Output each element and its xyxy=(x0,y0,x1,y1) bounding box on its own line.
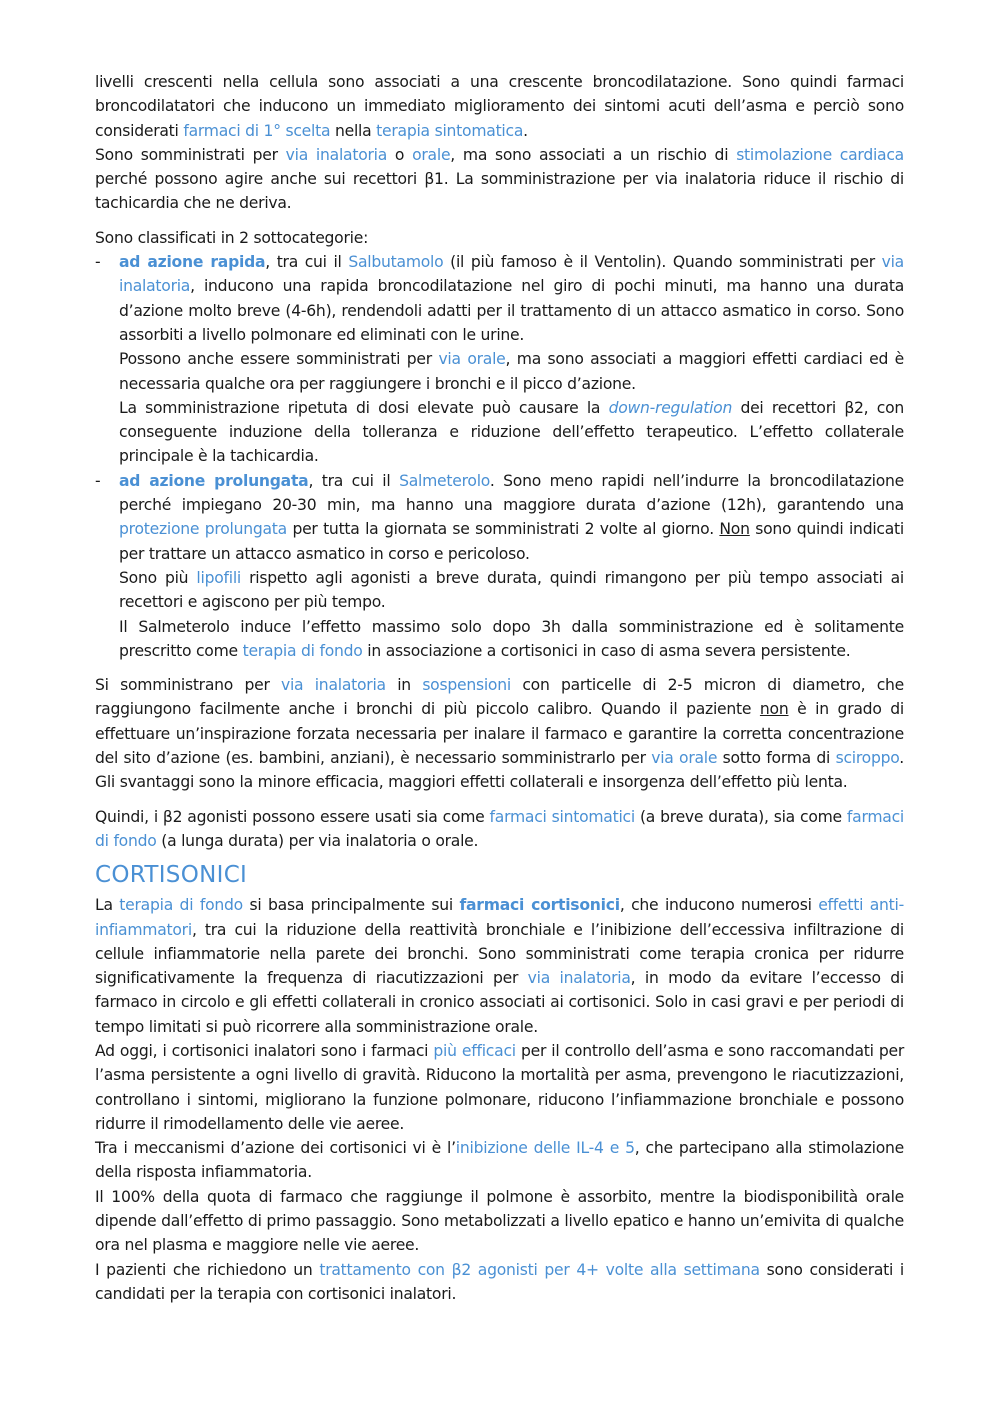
list-text xyxy=(119,250,904,347)
highlight-term: via inalatoria xyxy=(527,969,631,988)
bold-highlight-term: farmaci cortisonici xyxy=(459,896,620,915)
highlight-term: orale xyxy=(412,145,451,164)
text: , tra cui la riduzione della reattività bronchiale e l’inibizione dell’eccessiva infiltrazione di cellule infiammatorie nella parete dei bronchi. Sono somministrati come terapia cronica per ridurre significativamente la frequenza di riacutizzazioni per xyxy=(95,920,904,988)
text: nella xyxy=(330,121,377,140)
text: , in modo da evitare l’eccesso di farmaco in circolo e gli effetti collaterali in cronico associati ai cortisonici. Solo in casi gravi e per periodi di tempo limitati si può ricorrere alla somministrazione orale. xyxy=(95,969,905,1036)
text: (a breve durata), sia come xyxy=(634,807,847,826)
text: si basa principalmente sui xyxy=(242,896,460,915)
text: , tra cui il xyxy=(265,253,349,272)
highlight-term: via inalatoria xyxy=(285,145,388,164)
highlight-term: stimolazione cardiaca xyxy=(736,145,904,164)
highlight-term: lipofili xyxy=(196,568,242,587)
text: La somministrazione ripetuta di dosi elevate può causare la xyxy=(119,398,609,417)
text: La xyxy=(95,896,120,915)
subcategory-list xyxy=(95,250,904,663)
list-item-rapid xyxy=(95,250,904,469)
highlight-term: Salmeterolo xyxy=(399,471,490,490)
text: in xyxy=(385,676,423,695)
text: , tra cui il xyxy=(308,471,400,490)
text: Ad oggi, i cortisonici inalatori sono i farmaci xyxy=(95,1041,434,1060)
text: (a lunga durata) per via inalatoria o orale. xyxy=(156,831,479,850)
paragraph-summary xyxy=(95,805,904,854)
highlight-term: farmaci di 1° scelta xyxy=(183,121,331,140)
text: sono quindi indicati per trattare un attacco asmatico in corso e pericoloso. xyxy=(119,520,904,563)
text: Il Salmeterolo induce l’effetto massimo solo dopo 3h dalla somministrazione ed è solitamente prescritto come xyxy=(119,617,904,660)
paragraph-classification xyxy=(95,226,904,250)
text: (il più famoso è il Ventolin). Quando somministrati per xyxy=(443,253,882,272)
text: , che partecipano alla stimolazione della risposta infiammatoria. xyxy=(95,1139,904,1182)
highlight-term: sospensioni xyxy=(422,676,511,695)
paragraph-suspensions xyxy=(95,673,904,794)
document-page xyxy=(95,70,904,1306)
list-text xyxy=(119,347,904,396)
text: con particelle di 2-5 micron di diametro, che raggiungono facilmente anche i bronchi di più piccolo calibro. Quando il paziente xyxy=(95,676,904,719)
text: per il controllo dell’asma e sono raccomandati per l’asma persistente a ogni livello di gravità. Riducono la mortalità per asma, prevengono le riacutizzazioni, controllano i sintomi, migliorano la funzione polmonare, riducono l’infiammazione bronchiale e possono ridurre il rimodellamento delle vie aeree. xyxy=(95,1041,904,1133)
list-text xyxy=(119,566,904,615)
text: . xyxy=(523,121,528,140)
highlight-term: terapia di fondo xyxy=(242,641,363,660)
paragraph-cortisonici-intro xyxy=(95,893,904,1039)
text: , che inducono numerosi xyxy=(619,896,819,915)
list-item-prolonged xyxy=(95,469,904,663)
paragraph-efficacy xyxy=(95,1039,904,1136)
text: . Sono meno rapidi nell’indurre la broncodilatazione perché impiegano 20-30 min, ma hanno una maggiore durata d’azione (12h), garantendo una xyxy=(119,471,904,515)
list-dash: - xyxy=(95,253,101,272)
list-text xyxy=(119,396,904,469)
text: per tutta la giornata se somministrati 2 volte al giorno. xyxy=(286,520,720,539)
text: , ma sono associati a maggiori effetti cardiaci ed è necessaria qualche ora per raggiungere i bronchi e il picco d’azione. xyxy=(119,350,904,393)
text: I pazienti che richiedono un xyxy=(95,1260,320,1279)
list-text xyxy=(119,615,904,664)
highlight-term: terapia di fondo xyxy=(119,896,243,915)
highlight-term: farmaci di fondo xyxy=(95,807,904,850)
highlight-term: via inalatoria xyxy=(119,253,904,296)
highlight-term: effetti anti-infiammatori xyxy=(95,896,904,939)
paragraph-mechanism xyxy=(95,1136,904,1185)
text: , inducono una rapida broncodilatazione nel giro di pochi minuti, ma hanno una durata d’azione molto breve (4-6h), rendendoli adatti per il trattamento di un attacco asmatico in corso. Sono assorbiti a livello polmonare ed eliminati con le urine. xyxy=(119,277,904,344)
text: Tra i meccanismi d’azione dei cortisonici vi è l’ xyxy=(95,1139,456,1158)
highlight-term: protezione prolungata xyxy=(119,520,287,539)
text: Sono classificati in 2 sottocategorie: xyxy=(95,228,369,247)
list-text xyxy=(119,469,904,566)
text: dei recettori β2, con conseguente induzione della tolleranza e riduzione dell’effetto terapeutico. L’effetto collaterale principale è la tachicardia. xyxy=(119,398,904,466)
text: è in grado di effettuare un’inspirazione forzata necessaria per inalare il farmaco e garantire la corretta concentrazione del sito d’azione (es. bambini, anziani), è necessario somministrarlo per xyxy=(95,700,905,768)
underlined-word: non xyxy=(759,700,789,719)
text: Il 100% della quota di farmaco che raggiunge il polmone è assorbito, mentre la biodisponibilità orale dipende dall’effetto di primo passaggio. Sono metabolizzati a livello epatico e hanno un’emivita di qualche ora nel plasma e maggiore nelle vie aeree. xyxy=(95,1187,904,1255)
italic-highlight-term: down-regulation xyxy=(608,398,733,417)
bold-highlight-term: ad azione rapida xyxy=(119,253,266,272)
paragraph-intro xyxy=(95,70,904,143)
text: o xyxy=(387,145,413,164)
text: , ma sono associati a un rischio di xyxy=(450,145,737,164)
bold-highlight-term: ad azione prolungata xyxy=(119,471,309,490)
text: rispetto agli agonisti a breve durata, quindi rimangono per più tempo associati ai recettori e agiscono per più tempo. xyxy=(119,568,905,612)
text: Sono somministrati per xyxy=(95,145,286,164)
highlight-term: Salbutamolo xyxy=(348,253,444,272)
text: sono considerati i candidati per la terapia con cortisonici inalatori. xyxy=(95,1260,904,1303)
text: Si somministrano per xyxy=(95,676,281,695)
paragraph-candidates xyxy=(95,1258,904,1307)
section-heading: CORTISONICI xyxy=(95,862,248,889)
underlined-word: Non xyxy=(719,520,750,539)
highlight-term: farmaci sintomatici xyxy=(489,807,635,826)
text: in associazione a cortisonici in caso di asma severa persistente. xyxy=(362,641,851,660)
paragraph-administration xyxy=(95,143,904,216)
text: Quindi, i β2 agonisti possono essere usati sia come xyxy=(95,807,490,826)
highlight-term: sciroppo xyxy=(835,749,900,768)
highlight-term: via orale xyxy=(438,350,506,369)
text: Possono anche essere somministrati per xyxy=(119,350,439,369)
highlight-term: trattamento con β2 agonisti per 4+ volte alla settimana xyxy=(319,1260,760,1279)
text: sotto forma di xyxy=(717,749,836,768)
highlight-term: inibizione delle IL-4 e 5 xyxy=(455,1139,635,1158)
highlight-term: terapia sintomatica xyxy=(376,121,524,140)
text: . Gli svantaggi sono la minore efficacia, maggiori effetti collaterali e insorgenza dell’effetto più lenta. xyxy=(95,749,904,792)
highlight-term: via orale xyxy=(651,749,718,768)
text: livelli crescenti nella cellula sono associati a una crescente broncodilatazione. Sono quindi farmaci broncodilatatori che inducono un immediato miglioramento dei sintomi acuti dell’asma e perciò sono considerati xyxy=(95,73,904,140)
list-dash: - xyxy=(95,471,101,490)
text: Sono più xyxy=(119,568,197,587)
text: perché possono agire anche sui recettori β1. La somministrazione per via inalatoria riduce il rischio di tachicardia che ne deriva. xyxy=(95,170,904,213)
paragraph-pharmacokinetics xyxy=(95,1185,904,1258)
highlight-term: via inalatoria xyxy=(280,676,386,695)
highlight-term: più efficaci xyxy=(433,1041,516,1060)
